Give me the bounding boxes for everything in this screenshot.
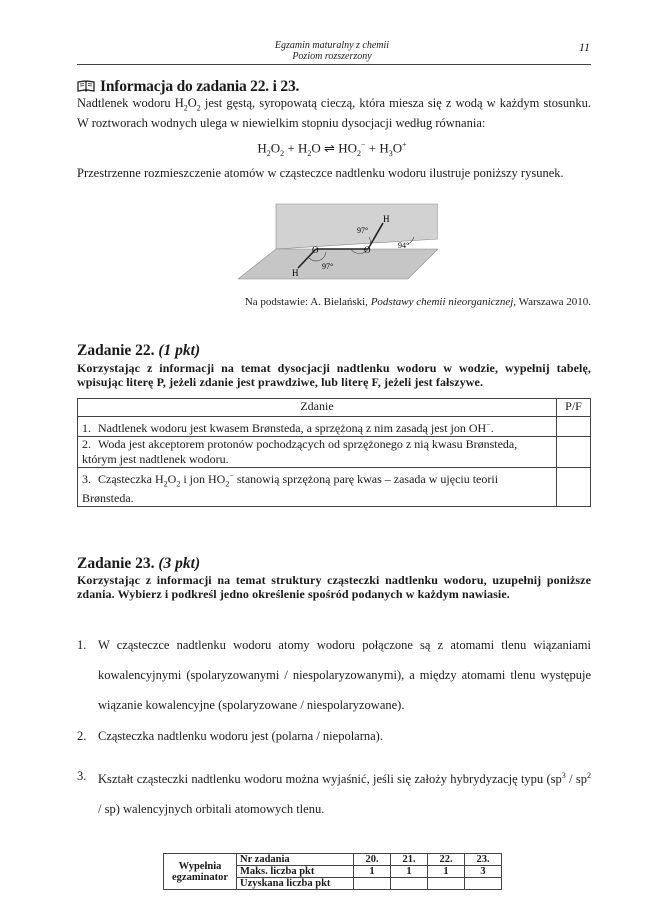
- max-points-cell: 1: [428, 866, 465, 878]
- dissociation-equation: $H_2O_2 + H_2O$ ⇌ $HO_2^- + H_3O^+$: [257, 140, 407, 158]
- table-row: [78, 468, 591, 507]
- table-row: [164, 854, 502, 866]
- page-header: [0, 40, 664, 62]
- header-divider: [77, 64, 591, 65]
- task-23-item-3[interactable]: 3. Kształt cząsteczki nadtlenku wodoru można wyjaśnić, jeśli się założy hybrydyzację typu $(sp^3 / sp^2 / sp)$ walencyjnych orbitali atomowych tlenu.: [77, 769, 592, 817]
- info-heading: [77, 78, 299, 96]
- examiner-table: [163, 853, 502, 890]
- task-number-cell: 21.: [391, 854, 428, 866]
- max-points-cell: 1: [354, 866, 391, 878]
- row-label-max-points: Maks. liczba pkt: [237, 866, 354, 878]
- book-icon: [77, 80, 95, 92]
- answer-cell-3[interactable]: [557, 468, 591, 507]
- earned-points-cell[interactable]: [354, 878, 391, 890]
- max-points-cell: 3: [465, 866, 502, 878]
- oxygen-atom-2: O: [364, 245, 371, 255]
- hydrogen-atom-1: H: [383, 214, 390, 224]
- hydrogen-atom-2: H: [292, 268, 299, 278]
- earned-points-cell[interactable]: [465, 878, 502, 890]
- statement-2: 2. Woda jest akceptorem protonów pochodzących od sprzężonego z nią kwasu Brønsteda, którym jest nadtlenek wodoru.: [78, 437, 557, 468]
- task-number-cell: 20.: [354, 854, 391, 866]
- task-number-cell: 23.: [465, 854, 502, 866]
- angle-label-1: 97°: [357, 226, 369, 235]
- statement-1: 1. Nadtlenek wodoru jest kwasem Brønsteda, a sprzężoną z nim zasadą jest jon OH−.: [78, 417, 557, 437]
- info-title: Informacja do zadania 22. i 23.: [100, 78, 300, 95]
- angle-label-3: 94°: [398, 241, 410, 250]
- oxygen-atom-1: O: [312, 245, 319, 255]
- exam-level: Poziom rozszerzony: [292, 51, 372, 62]
- table-header-row: [78, 399, 591, 417]
- task-23-item-1[interactable]: 1. W cząsteczce nadtlenku wodoru atomy wodoru połączone są z atomami tlenu wiązaniami kowalencyjnymi (spolaryzowanymi / niespolaryzowanymi), a między atomami tlenu występuje wiązanie kowalencyjne (spolaryzowane / niespolaryzowane).: [77, 638, 591, 712]
- earned-points-cell[interactable]: [391, 878, 428, 890]
- task-22-instruction: Korzystając z informacji na temat dysocjacji nadtlenku wodoru w wodzie, wypełnij tabelę, wpisując literę P, jeżeli zdanie jest prawdziwe, lub literę F, jeżeli jest fałszywe.: [77, 361, 591, 389]
- exam-title: Egzamin maturalny z chemii: [274, 40, 390, 51]
- task-23-item-2[interactable]: 2. Cząsteczka nadtlenku wodoru jest (polarna / niepolarna).: [77, 729, 383, 743]
- task-23-instruction: Korzystając z informacji na temat struktury cząsteczki nadtlenku wodoru, uzupełnij poniższe zdania. Wybierz i podkreśl jedno określenie spośród podanych w każdym nawiasie.: [77, 573, 591, 601]
- task-number-cell: 22.: [428, 854, 465, 866]
- column-header-statement: Zdanie: [78, 399, 557, 417]
- angle-label-2: 97°: [322, 262, 334, 271]
- examiner-label: Wypełnia egzaminator: [164, 854, 237, 890]
- table-row: [78, 437, 591, 468]
- column-header-pf: P/F: [557, 399, 591, 417]
- table-row: [78, 417, 591, 437]
- info-paragraph-2: Przestrzenne rozmieszczenie atomów w cząsteczce nadtlenku wodoru ilustruje poniższy rysunek.: [77, 166, 564, 180]
- statement-3: 3. Cząsteczka $H_2O_2$ i jon $HO_2^-$ stanowią sprzężoną parę kwas – zasada w ujęciu teorii Brønsteda.: [78, 468, 557, 507]
- equilibrium-arrow: ⇌: [324, 140, 335, 156]
- h2o2-structure-figure: [238, 201, 438, 281]
- task-22-heading: Zadanie 22. (1 pkt): [77, 342, 201, 359]
- plane-front: [238, 249, 438, 279]
- answer-cell-2[interactable]: [557, 437, 591, 468]
- source-citation: Na podstawie: A. Bielański, Podstawy chemii nieorganicznej, Warszawa 2010.: [244, 296, 591, 308]
- task-22-table: [77, 398, 591, 507]
- info-paragraph-1: Nadtlenek wodoru $H_2O_2$ jest gęstą, syropowatą cieczą, która miesza się z wodą w każdym stosunku. W roztworach wodnych ulega w niewielkim stopniu dysocjacji według równania:: [77, 96, 592, 130]
- earned-points-cell[interactable]: [428, 878, 465, 890]
- max-points-cell: 1: [391, 866, 428, 878]
- page-number: 11: [578, 40, 590, 54]
- answer-cell-1[interactable]: [557, 417, 591, 437]
- row-label-task-number: Nr zadania: [237, 854, 354, 866]
- task-23-heading: Zadanie 23. (3 pkt): [77, 555, 201, 572]
- row-label-earned-points: Uzyskana liczba pkt: [237, 878, 354, 890]
